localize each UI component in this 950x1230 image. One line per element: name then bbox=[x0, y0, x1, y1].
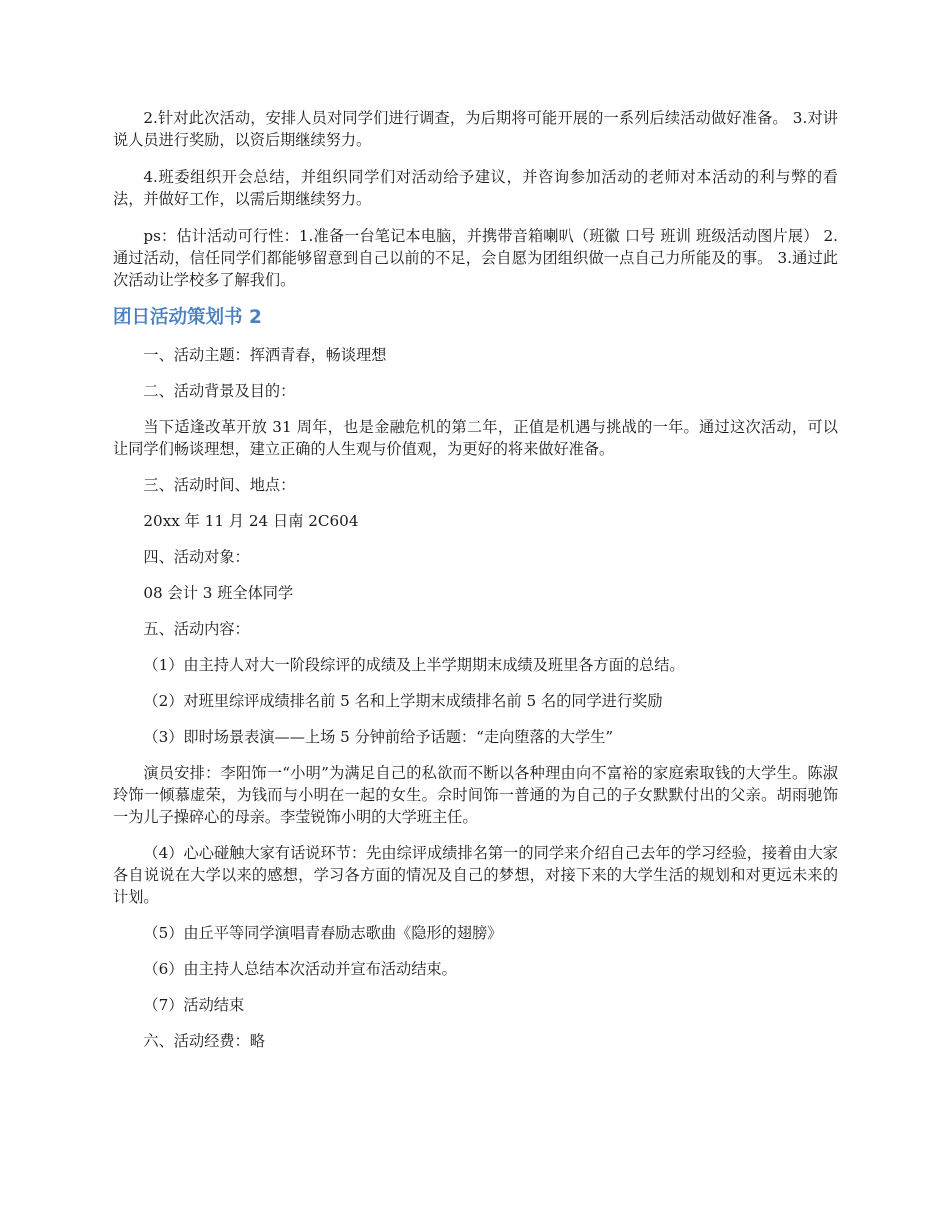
paragraph-followup-survey: 2.针对此次活动，安排人员对同学们进行调查，为后期将可能开展的一系列后续活动做好准备。 3.对讲说人员进行奖励，以资后期继续努力。 bbox=[113, 109, 838, 149]
paragraph-audience-title: 四、活动对象： bbox=[143, 548, 250, 566]
paragraph-background: 当下适逢改革开放 31 周年，也是金融危机的第二年，正值是机遇与挑战的一年。通过这次活动，可以让同学们畅谈理想，建立正确的人生观与价值观，为更好的将来做好准备。 bbox=[113, 418, 838, 458]
paragraph-content-item-7: （7）活动结束 bbox=[143, 996, 245, 1014]
paragraph-content-item-6: （6）由主持人总结本次活动并宣布活动结束。 bbox=[143, 960, 457, 978]
paragraph-theme: 一、活动主题：挥洒青春，畅谈理想 bbox=[143, 346, 387, 364]
paragraph-cast: 演员安排：李阳饰一“小明”为满足自己的私欲而不断以各种理由向不富裕的家庭索取钱的大学生。陈淑玲饰一倾慕虚荣，为钱而与小明在一起的女生。佘时间饰一普通的为自己的子女默默付出的父亲。胡雨驰饰一为儿子操碎心的母亲。李莹锐饰小明的大学班主任。 bbox=[113, 764, 838, 826]
paragraph-budget: 六、活动经费：略 bbox=[143, 1032, 265, 1050]
paragraph-content-item-3: （3）即时场景表演——上场 5 分钟前给予话题：“走向堕落的大学生” bbox=[143, 728, 614, 746]
paragraph-time-place: 20xx 年 11 月 24 日南 2C604 bbox=[143, 512, 359, 530]
paragraph-content-item-5: （5）由丘平等同学演唱青春励志歌曲《隐形的翅膀》 bbox=[143, 924, 503, 942]
paragraph-content-item-2: （2）对班里综评成绩排名前 5 名和上学期末成绩排名前 5 名的同学进行奖励 bbox=[143, 692, 663, 710]
paragraph-background-title: 二、活动背景及目的： bbox=[143, 382, 296, 400]
section-heading: 团日活动策划书 2 bbox=[113, 307, 262, 328]
paragraph-summary-meeting: 4.班委组织开会总结，并组织同学们对活动给予建议，并咨询参加活动的老师对本活动的利与弊的看法，并做好工作，以需后期继续努力。 bbox=[113, 168, 838, 208]
paragraph-content-item-1: （1）由主持人对大一阶段综评的成绩及上半学期期末成绩及班里各方面的总结。 bbox=[143, 656, 685, 674]
paragraph-audience: 08 会计 3 班全体同学 bbox=[143, 584, 294, 602]
document-page bbox=[113, 107, 838, 1066]
paragraph-feasibility: ps：估计活动可行性：1.准备一台笔记本电脑，并携带音箱喇叭（班徽 口号 班训 班级活动图片展） 2.通过活动，信任同学们都能够留意到自己以前的不足，会自愿为团组织做一点自己力所能及的事。 3.通过此次活动让学校多了解我们。 bbox=[113, 227, 838, 289]
paragraph-content-item-4: （4）心心碰触大家有话说环节：先由综评成绩排名第一的同学来介绍自己去年的学习经验，接着由大家各自说说在大学以来的感想，学习各方面的情况及自己的梦想，对接下来的大学生活的规划和对更远未来的计划。 bbox=[113, 844, 838, 906]
paragraph-content-title: 五、活动内容： bbox=[143, 620, 250, 638]
paragraph-time-place-title: 三、活动时间、地点： bbox=[143, 476, 296, 494]
